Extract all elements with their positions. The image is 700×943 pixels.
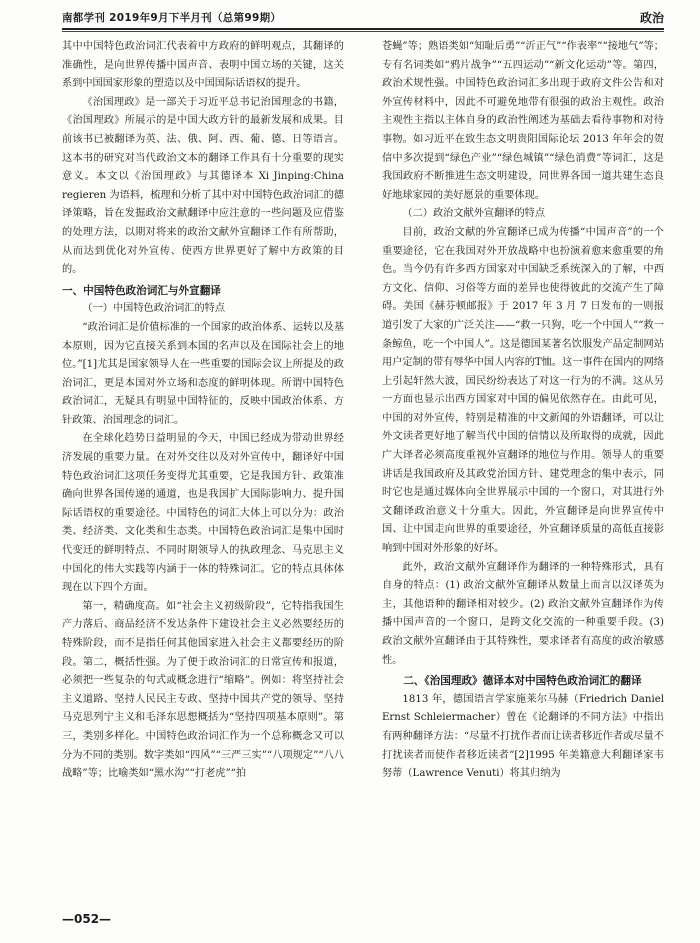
journal-title: 南都学刊 2019年9月下半月刊（总第99期） [62,12,282,24]
section-heading: 二、《治国理政》德译本对中国特色政治词汇的翻译 [403,675,642,688]
header-rule [62,28,664,30]
paragraph: 苍蝇”等；熟语类如“知耻后勇”“沂正气”“作表率”“接地气”等；专有名词类如“鸦片战争”“五四运动”“新文化运动”等。第四，政治术规性强。中国特色政治词汇多出现于政府文件公告和对外宣传材料中，因此不可避免地带有很强的政治主观性。政治主观性主指以主体自身的政治性阐述为基础去看待事物和对待事物。如习近平在致生态文明贵阳国际论坛 2013 年年会的贺信中多次提到“绿色产业”“绿色城镇”“绿色消费”等词汇，这是我国政府不断推进生态文明建设，同世界各国一道共建生态良好地球家园的美好愿景的重要体现。 [382,41,664,201]
paragraph: 1813 年，德国语言学家施莱尔马赫（Friedrich Daniel Ernst Schleiermacher）曾在《论翻译的不同方法》中指出有两种翻译方法：“尽量不打扰作者而让读者移近作者或尽量不打扰读者而使作者移近读者”[2]1995 年美籍意大利翻译家韦努蒂（Lawrence Venuti）将其归纳为 [382,693,664,780]
running-header [62,8,664,26]
paragraph: 目前，政治文献的外宣翻译已成为传播“中国声音”的一个重要途径，它在我国对外开放战略中也扮演着愈来愈重要的角色。当今仍有许多西方国家对中国缺乏系统深入的了解，中西方文化、信仰、习俗等方面的差异也使得彼此的交流产生了障碍。美国《赫芬顿邮报》于 2017 年 3 月 7 日发布的一则报道引发了大家的广泛关注——“救一只狗，吃一个中国人”“救一条鲸鱼，吃一个中国人”。这是德国某著名饮服发产品定制网站用户定制的带有辱华中国人内容的T恤。这一事件在国内的网络上引起轩然大波，国民纷纷表达了对这一行为的不满。这从另一方面也显示出西方国家对中国的偏见依然存在。由此可见，中国的对外宣传，特别是精准的中文新闻的外语翻译，可以让外文读者更好地了解当代中国的信情以及所取得的成就，因此广大译者必须高度重视外宣翻译的地位与作用。领导人的重要讲话是我国政府及其政党治国方针、建党理念的集中表示，同时它也是通过媒体向全世界展示中国的一个窗口，对其进行外文翻译政治意义十分重大。因此，外宣翻译是向世界宣传中国、让中国走向世界的重要途径，外宣翻译质量的高低直接影响到中国对外形象的好坏。 [382,226,664,555]
section-heading: 一、中国特色政治词汇与外宣翻译 [62,284,221,297]
header-rule-thin [62,31,664,32]
paragraph: 此外，政治文献外宣翻译作为翻译的一种特殊形式，具有自身的特点：(1) 政治文献外宣翻译从数量上而言以汉译英为主，其他语种的翻译相对较少。(2) 政治文献外宣翻译作为传播中国声音的一个窗口，是跨文化交流的一种重要手段。(3) 政治文献外宣翻译由于其特殊性，要求译者有高度的政治敏感性。 [382,561,664,666]
section-label: 政治 [639,11,664,25]
paragraph: 《治国理政》是一部关于习近平总书记治国理念的书籍，《治国理政》所展示的是中国大政方针的最新发展和成果。目前该书已被翻译为英、法、俄、阿、西、葡、德、日等语言。这本书的研究对当代政治文本的翻译工作具有十分重要的现实意义。本文以《治国理政》与其德译本 Xi Jinping:China regieren 为语料，梳理和分析了其中对中国特色政治词汇的德译策略，旨在发掘政治文献翻译中应注意的一些问题及应借鉴的处理方法，以期对将来的政治文献外宣翻译工作有所帮助，从而达到优化对外宣传、使西方世界更好了解中方政策的目的。 [62,96,344,276]
paragraph: “政治词汇是价值标准的一个国家的政治体系、运转以及基本原则，因为它直接关系到本国的名声以及在国际社会上的地位。”[1]尤其是国家领导人在一些重要的国际会议上所提及的政治词汇，更是本国对外立场和态度的鲜明体现。所谓中国特色政治词汇，无疑具有明显中国特征的，反映中国政治体系、方针政策、治国理念的词汇。 [62,321,344,426]
subsection-heading: （一）中国特色政治词汇的特点 [82,303,226,315]
subsection-heading: （二）政治文献外宣翻译的特点 [402,208,546,220]
paragraph: 其中中国特色政治词汇代表着中方政府的鲜明观点，其翻译的准确性，是向世界传播中国声音、表明中国立场的关键，这关系到中国国家形象的塑造以及中国国际话语权的提升。 [62,41,344,90]
right-column [382,38,664,784]
paragraph: 在全球化趋势日益明显的今天，中国已经成为带动世界经济发展的重要力量。在对外交往以及对外宣传中，翻译好中国特色政治词汇这项任务变得尤其重要，它是我国方针、政策准确向世界各国传递的通道，也是我国扩大国际影响力、提升国际话语权的重要途径。中国特色的词汇大体上可以分为：政治类、经济类、文化类和生态类。中国特色政治词汇是集中国时代变迁的鲜明特点、不同时期领导人的执政理念、马克思主义中国化的伟大实践等内涵于一体的特殊词汇。它的特点具体体现在以下四个方面。 [62,433,344,594]
left-column [62,38,344,784]
page-number: —052— [62,912,112,926]
paragraph: 第一，精确度高。如“社会主义初级阶段”，它特指我国生产力落后、商品经济不发达条件下建设社会主义必然要经历的特殊阶段，而不是指任何其他国家进入社会主义都要经历的阶段。第二，概括性强。为了便于政治词汇的日常宣传和报道，必须把一些复杂的句式或概念进行“缩略”。例如：将坚持社会主义道路、坚持人民民主专政、坚持中国共产党的领导、坚持马克思列宁主义和毛泽东思想概括为“坚持四项基本原则”。第三，类别多样化。中国特色政治词汇作为一个总称概念又可以分为不同的类别。数字类如“四风”“三严三实”“八项规定”“八八战略”等；比喻类如“黑水沟”“打老虎”“拍 [62,600,344,780]
